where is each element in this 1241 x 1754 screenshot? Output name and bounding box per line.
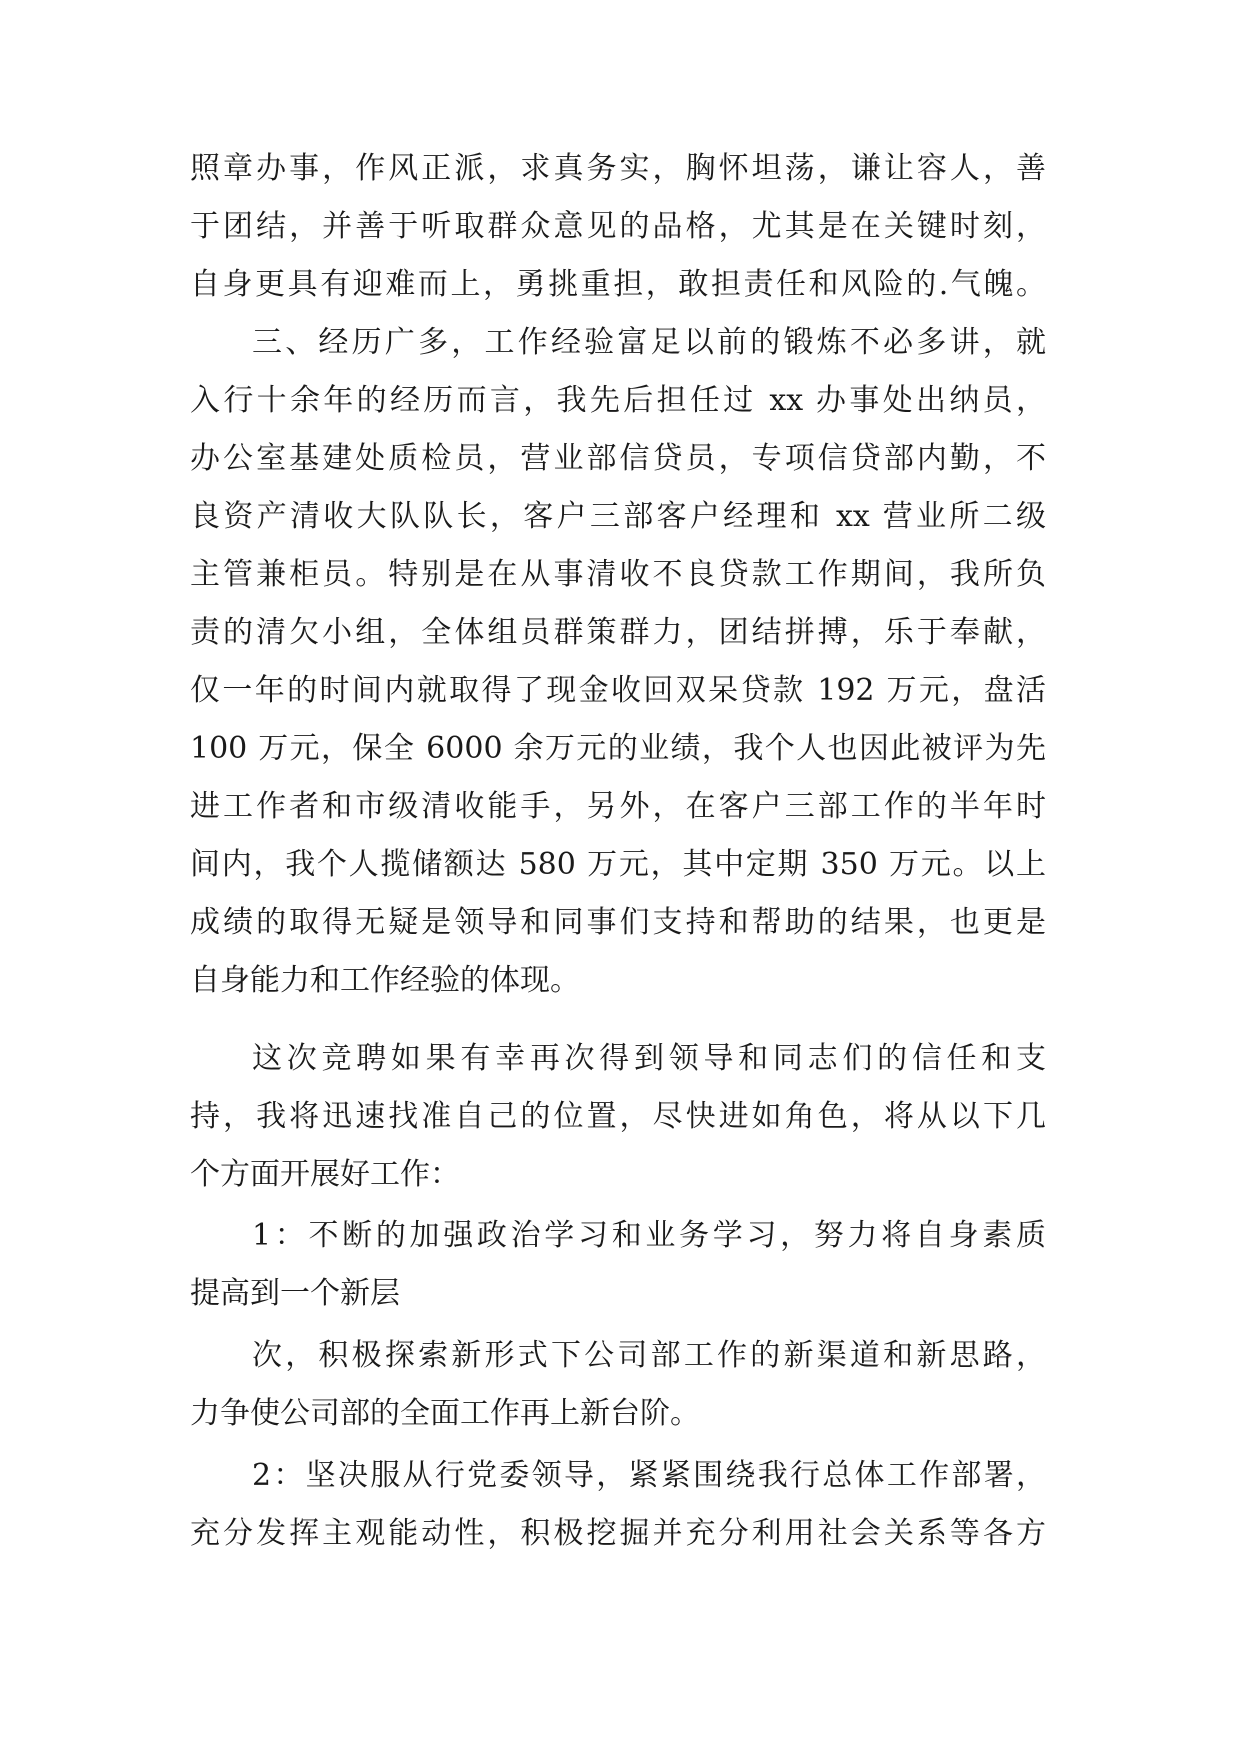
text-line: [0, 604, 1241, 662]
line-text: 提高到一个新层: [190, 1276, 400, 1311]
line-text: 进工作者和市级清收能手，另外，在客户三部工作的半年时: [190, 789, 1046, 824]
text-line: [0, 1505, 1241, 1563]
text-line: [0, 952, 1241, 1010]
text-line: [0, 1030, 1241, 1088]
text-line: [0, 546, 1241, 604]
text-line: [0, 1265, 1241, 1323]
text-line: [0, 894, 1241, 952]
line-text: 自身更具有迎难而上，勇挑重担，敢担责任和风险的.气魄。: [190, 267, 1046, 302]
line-text: 2：坚决服从行党委领导，紧紧围绕我行总体工作部署，: [252, 1458, 1046, 1493]
line-text: 照章办事，作风正派，求真务实，胸怀坦荡，谦让容人，善: [190, 151, 1046, 186]
line-text: 仅一年的时间内就取得了现金收回双呆贷款 192 万元，盘活: [190, 673, 1046, 708]
text-line: [0, 836, 1241, 894]
text-line: [0, 140, 1241, 198]
line-text: 个方面开展好工作：: [190, 1157, 460, 1192]
line-text: 于团结，并善于听取群众意见的品格，尤其是在关键时刻，: [190, 209, 1046, 244]
line-text: 主管兼柜员。特别是在从事清收不良贷款工作期间，我所负: [190, 557, 1046, 592]
text-line: [0, 778, 1241, 836]
text-line: [0, 430, 1241, 488]
text-line: [0, 198, 1241, 256]
line-text: 持，我将迅速找准自己的位置，尽快进如角色，将从以下几: [190, 1099, 1046, 1134]
text-line: [0, 1447, 1241, 1505]
line-text: 入行十余年的经历而言，我先后担任过 xx 办事处出纳员，: [190, 383, 1046, 418]
line-text: 这次竞聘如果有幸再次得到领导和同志们的信任和支: [252, 1041, 1046, 1076]
text-line: [0, 720, 1241, 778]
text-line: [0, 372, 1241, 430]
line-text: 力争使公司部的全面工作再上新台阶。: [190, 1396, 700, 1431]
line-text: 100 万元，保全 6000 余万元的业绩，我个人也因此被评为先: [190, 731, 1046, 766]
line-text: 成绩的取得无疑是领导和同事们支持和帮助的结果，也更是: [190, 905, 1046, 940]
text-line: [0, 1207, 1241, 1265]
line-text: 次，积极探索新形式下公司部工作的新渠道和新思路，: [252, 1338, 1046, 1373]
text-line: [0, 314, 1241, 372]
line-text: 1：不断的加强政治学习和业务学习，努力将自身素质: [252, 1218, 1046, 1253]
text-line: [0, 1088, 1241, 1146]
line-text: 充分发挥主观能动性，积极挖掘并充分利用社会关系等各方: [190, 1516, 1046, 1551]
line-text: 三、经历广多，工作经验富足以前的锻炼不必多讲，就: [252, 325, 1046, 360]
line-text: 自身能力和工作经验的体现。: [190, 963, 580, 998]
text-line: [0, 1385, 1241, 1443]
text-line: [0, 488, 1241, 546]
line-text: 责的清欠小组，全体组员群策群力，团结拼搏，乐于奉献，: [190, 615, 1046, 650]
text-line: [0, 1146, 1241, 1204]
text-line: [0, 1327, 1241, 1385]
line-text: 间内，我个人揽储额达 580 万元，其中定期 350 万元。以上: [190, 847, 1046, 882]
line-text: 良资产清收大队队长，客户三部客户经理和 xx 营业所二级: [190, 499, 1046, 534]
line-text: 办公室基建处质检员，营业部信贷员，专项信贷部内勤，不: [190, 441, 1046, 476]
text-line: [0, 256, 1241, 314]
text-line: [0, 662, 1241, 720]
